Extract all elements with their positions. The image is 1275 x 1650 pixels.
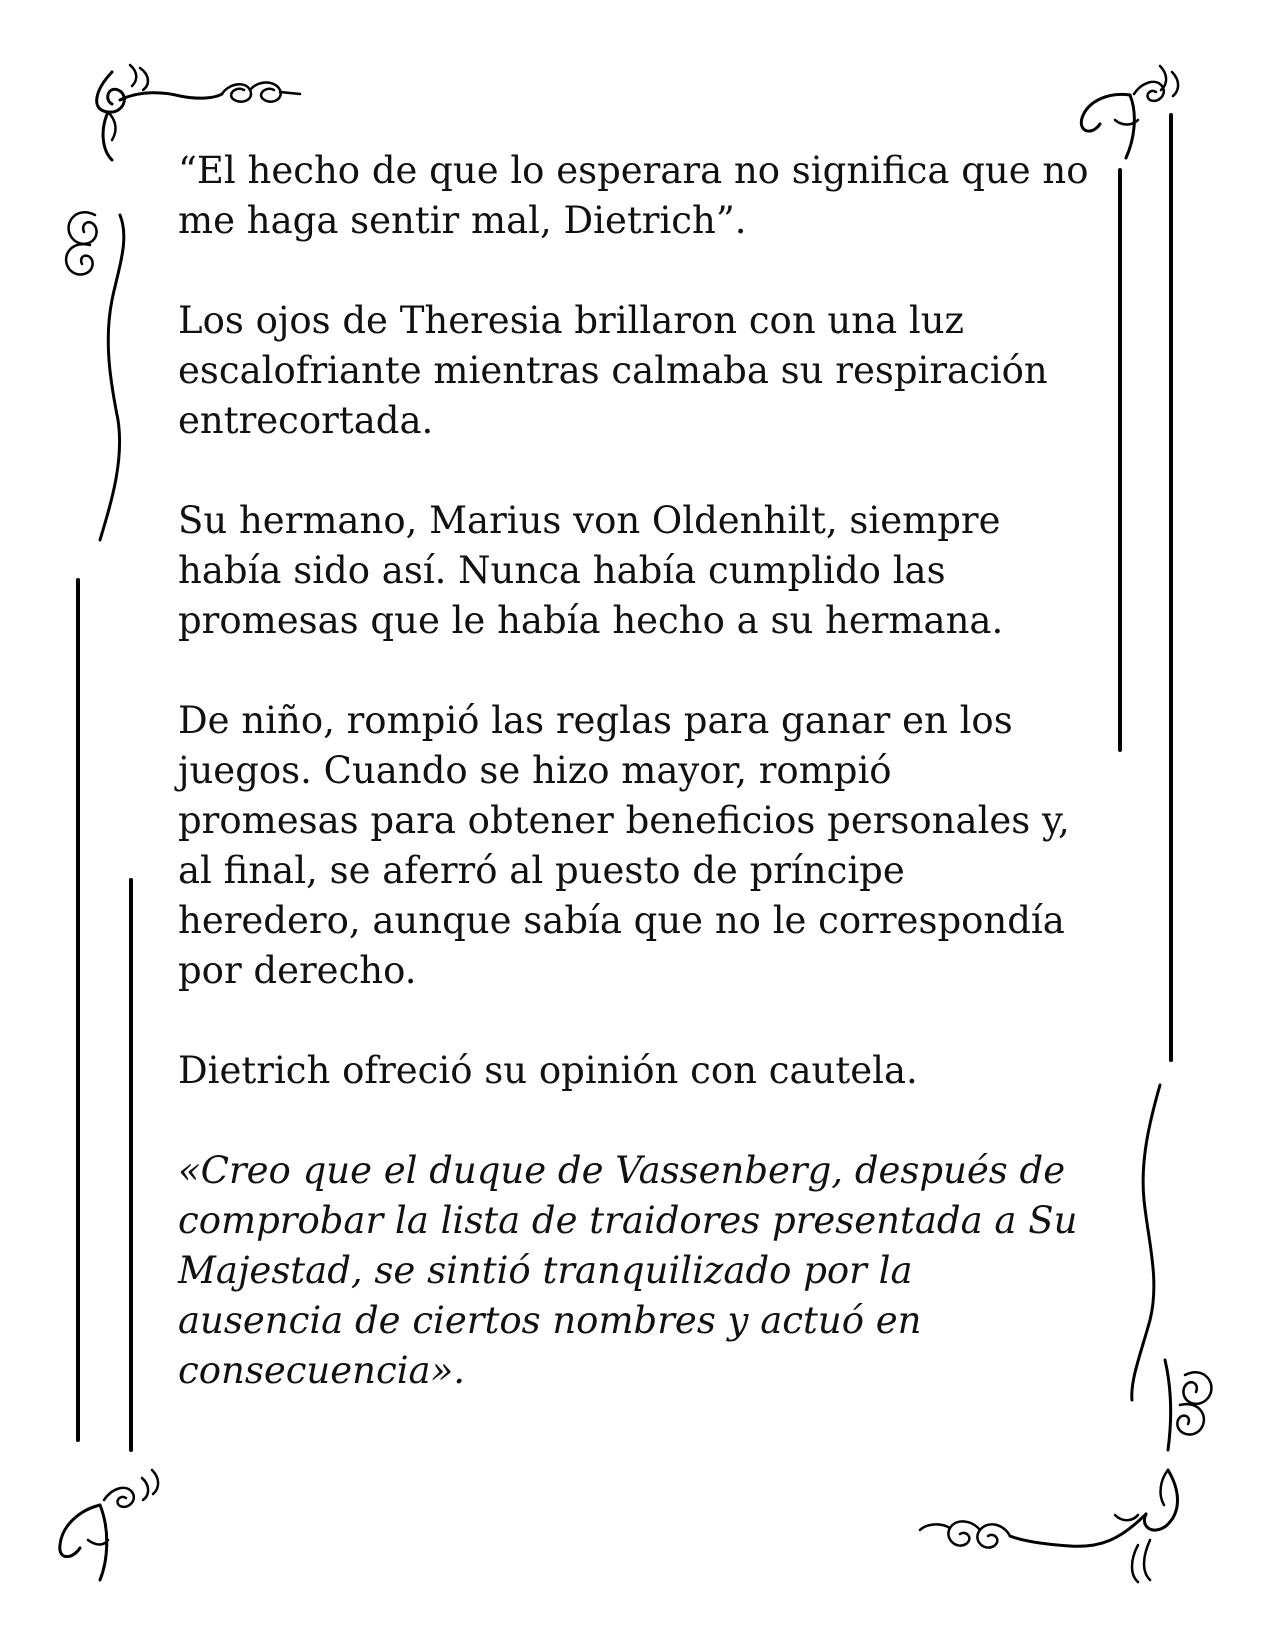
bottom-right-flourish — [920, 1470, 1178, 1582]
paragraph-1: “El hecho de que lo esperara no significa que no me haga sentir mal, Dietrich”. — [178, 149, 1089, 242]
right-swirl — [1132, 1085, 1212, 1450]
paragraph-4: De niño, rompió las reglas para ganar en los juegos. Cuando se hizo mayor, rompió promesas para obtener beneficios personales y, al final, se aferró al puesto de príncipe heredero, aunque sabía que no le correspondía por derecho. — [178, 699, 1070, 992]
document-body — [178, 146, 1113, 1446]
paragraph-2: Los ojos de Theresia brillaron con una luz escalofriante mientras calmaba su respiración entrecortada. — [178, 299, 1048, 442]
paragraph-3: Su hermano, Marius von Oldenhilt, siempre había sido así. Nunca había cumplido las promesas que le había hecho a su hermana. — [178, 499, 1004, 642]
left-swirl — [66, 212, 131, 1450]
bottom-left-flourish — [60, 1470, 158, 1580]
paragraph-5: Dietrich ofreció su opinión con cautela. — [178, 1049, 918, 1092]
paragraph-6-quote: «Creo que el duque de Vassenberg, después de comprobar la lista de traidores presentada a Su Majestad, se sintió tranquilizado por la ausencia de ciertos nombres y actuó en consecuencia». — [178, 1149, 1078, 1392]
